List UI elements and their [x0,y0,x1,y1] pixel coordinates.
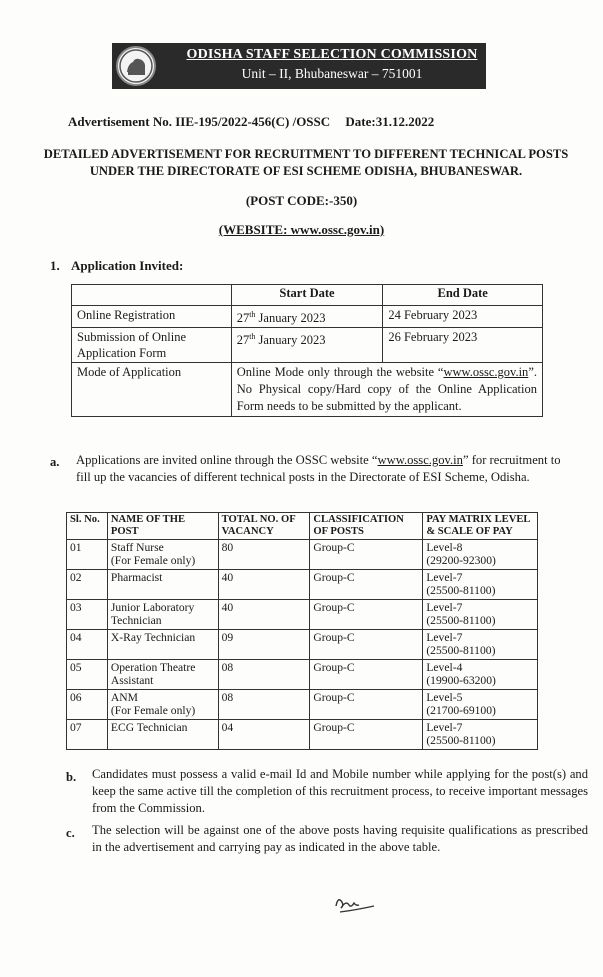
table-cell [423,720,538,750]
pay-level: Level-5 [426,691,463,704]
table-header-cell: NAME OF THE POST [107,513,218,540]
mode-text: Online Mode only through the website “ [236,365,444,380]
table-cell [107,570,218,600]
table-cell [423,570,538,600]
start-day: 27 [236,333,250,348]
table-cell: Online Registration [72,306,232,328]
start-month-year: January 2023 [255,333,326,348]
vacancy-count: 80 [221,541,234,554]
table-cell [218,540,310,570]
pay-scale: (21700-69100) [426,704,496,717]
table-cell [310,690,423,720]
table-header-cell: Sl. No. [67,513,108,540]
table-cell [107,630,218,660]
post-name: Operation Theatre Assistant [110,661,196,687]
pay-scale: (25500-81100) [426,734,496,747]
pay-level: Level-7 [426,601,463,614]
serial-number: 05 [70,661,82,674]
table-cell [107,690,218,720]
table-header-row [67,513,538,540]
commission-title: ODISHA STAFF SELECTION COMMISSION [186,47,478,62]
post-name: Junior Laboratory Technician [110,601,195,627]
header-banner [112,43,486,89]
table-header-cell: Start Date [231,285,383,306]
post-name: X-Ray Technician [110,631,196,644]
table-header-cell [72,285,232,306]
table-cell [423,600,538,630]
table-cell [67,570,108,600]
post-name: ECG Technician [110,721,188,734]
vacancy-count: 08 [221,661,234,674]
post-classification: Group-C [313,631,355,644]
table-row [72,363,543,417]
post-classification: Group-C [313,721,355,734]
pay-scale: (19900-63200) [426,674,496,687]
post-classification: Group-C [313,601,355,614]
mode-text: ”. No Physical copy/Hard copy of the Online Application Form needs to be submitted by the applicant. [236,365,537,414]
table-row [72,328,543,363]
table-cell [310,570,423,600]
start-day-suffix: th [249,310,256,319]
post-classification: Group-C [313,541,355,554]
table-cell [218,660,310,690]
serial-number: 07 [70,721,82,734]
vacancy-count: 40 [221,571,234,584]
table-row [67,660,538,690]
serial-number: 03 [70,601,82,614]
pay-level: Level-8 [426,541,463,554]
section-1-number: 1. [50,258,60,273]
advertisement-date: Date:31.12.2022 [345,114,435,129]
table-cell [423,690,538,720]
post-name: ANM [110,691,138,704]
start-day-suffix: th [249,332,256,342]
table-row [67,690,538,720]
table-cell [67,690,108,720]
advertisement-line [68,114,434,130]
table-cell [107,720,218,750]
table-cell [67,540,108,570]
table-cell [423,660,538,690]
pay-scale: (25500-81100) [426,614,496,627]
serial-number: 04 [70,631,82,644]
table-cell [107,660,218,690]
pay-level: Level-7 [426,571,463,584]
para-c-label: c. [66,826,75,840]
table-row [67,600,538,630]
commission-address: Unit – II, Bhubaneswar – 751001 [241,66,423,81]
table-cell [67,600,108,630]
pay-scale: (25500-81100) [426,584,496,597]
table-row [67,540,538,570]
para-b: Candidates must possess a valid e-mail Id and Mobile number while applying for the post(s) and keep the same active till the completion of this recruitment process, to receive important messages from the Commission. [92,767,588,815]
table-cell [310,720,423,750]
table-row [67,630,538,660]
table-row [72,306,543,328]
post-name: Staff Nurse [110,541,164,554]
para-a-label: a. [50,455,60,469]
post-classification: Group-C [313,661,355,674]
table-cell [67,720,108,750]
signature-icon [332,892,376,916]
table-cell [231,328,383,363]
para-b-label: b. [66,770,77,784]
serial-number: 02 [70,571,82,584]
para-a [76,452,562,486]
section-1-heading [50,258,183,274]
vacancy-count: 04 [221,721,234,734]
post-name: Pharmacist [110,571,163,584]
table-cell [67,660,108,690]
post-code: (POST CODE:-350) [245,193,358,208]
pay-scale: (29200-92300) [426,554,496,567]
table-header-cell: CLASSIFICATION OF POSTS [310,513,423,540]
pay-scale: (25500-81100) [426,644,496,657]
table-cell [310,660,423,690]
table-header-cell: PAY MATRIX LEVEL & SCALE OF PAY [423,513,538,540]
table-cell [218,600,310,630]
table-cell: 24 February 2023 [383,306,543,328]
table-cell [218,570,310,600]
odisha-emblem-icon [116,46,156,86]
post-classification: Group-C [313,571,355,584]
table-cell [218,630,310,660]
pay-level: Level-4 [426,661,463,674]
serial-number: 06 [70,691,82,704]
vacancy-count: 08 [221,691,234,704]
vacancy-count: 09 [221,631,234,644]
para-a-text: ” for recruitment to fill up the vacancies of different technical posts in the Directorate of ESI Scheme, Odisha. [76,453,561,484]
table-cell [231,306,383,328]
table-cell [310,630,423,660]
table-cell [423,630,538,660]
table-cell [67,630,108,660]
post-classification: Group-C [313,691,355,704]
table-cell: Mode of Application [72,363,232,417]
pay-level: Level-7 [426,721,463,734]
post-note: (For Female only) [110,554,196,567]
table-cell [423,540,538,570]
pay-level: Level-7 [426,631,463,644]
website-link[interactable]: www.ossc.gov.in [377,453,463,467]
document-heading: DETAILED ADVERTISEMENT FOR RECRUITMENT TO DIFFERENT TECHNICAL POSTS UNDER THE DIRECTORATE OF ESI SCHEME ODISHA, BHUBANESWAR. [43,147,569,178]
table-header-cell: End Date [383,285,543,306]
mode-of-application-cell [231,363,542,417]
website-line: (WEBSITE: www.ossc.gov.in) [218,222,385,237]
table-cell [107,540,218,570]
table-cell [218,720,310,750]
posts-table [66,512,538,750]
website-link[interactable]: www.ossc.gov.in [443,365,529,380]
table-header-cell: TOTAL NO. OF VACANCY [218,513,310,540]
start-month-year: January 2023 [255,311,326,326]
para-c: The selection will be against one of the above posts having requisite qualifications as prescribed in the advertisement and carrying pay as indicated in the above table. [92,823,588,854]
table-cell: Submission of Online Application Form [72,328,232,363]
table-cell [310,540,423,570]
table-row [67,570,538,600]
advertisement-number: Advertisement No. IIE-195/2022-456(C) /OSSC [68,114,331,129]
para-a-text: Applications are invited online through the OSSC website “ [76,453,378,467]
table-header-row [72,285,543,306]
table-row [67,720,538,750]
post-note: (For Female only) [110,704,196,717]
serial-number: 01 [70,541,82,554]
table-cell [218,690,310,720]
start-day: 27 [236,311,250,326]
table-cell [107,600,218,630]
application-schedule-table [71,284,543,417]
section-1-title: Application Invited: [71,258,184,273]
vacancy-count: 40 [221,601,234,614]
table-cell [310,600,423,630]
table-cell: 26 February 2023 [383,328,543,363]
